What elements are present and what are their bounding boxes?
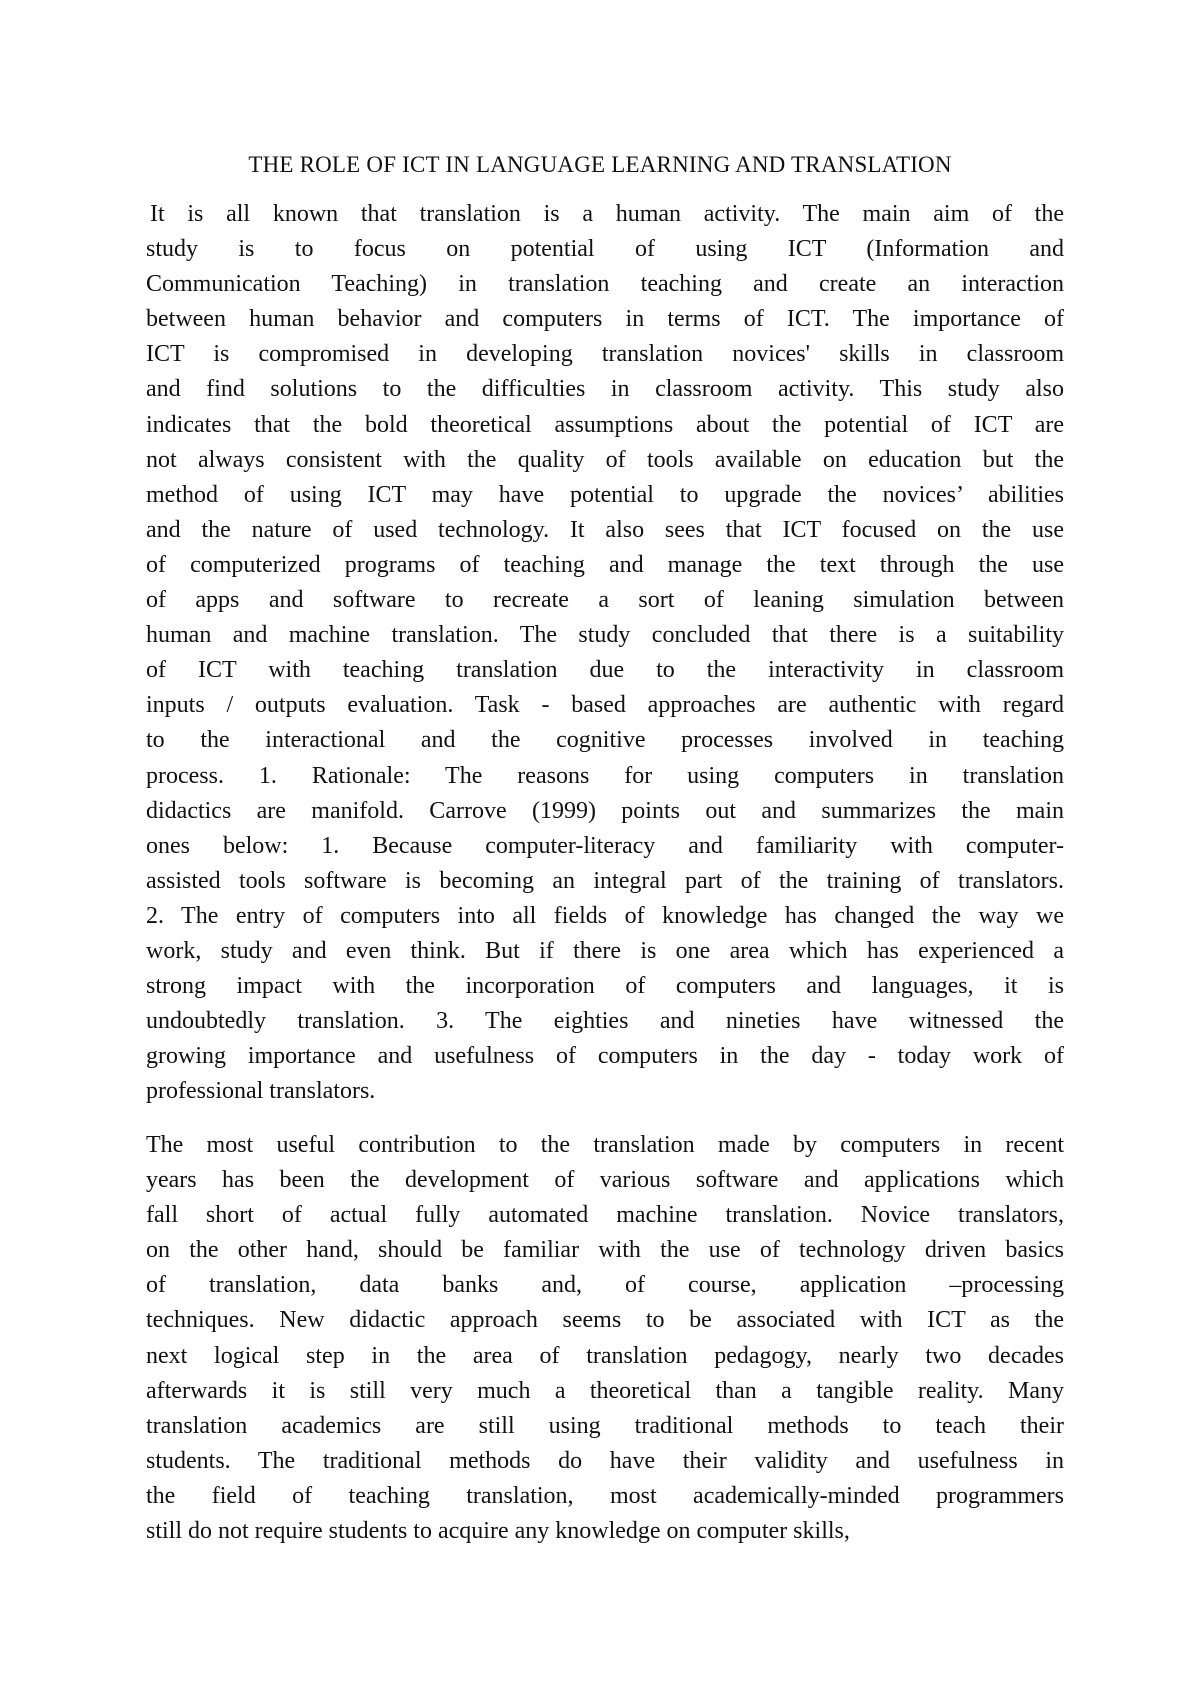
paragraph-2-line: The most useful contribution to the translation made by computers in recent — [146, 1132, 1064, 1158]
paragraph-1-line: professional translators. — [146, 1078, 376, 1105]
paragraph-1-line: to the interactional and the cognitive processes involved in teaching — [146, 727, 1064, 754]
paragraph-2-line: afterwards it is still very much a theoretical than a tangible reality. Many — [146, 1377, 1064, 1404]
paragraph-1-line: and find solutions to the difficulties in classroom activity. This study also — [146, 376, 1064, 403]
paragraph-1-line: 2. The entry of computers into all fields of knowledge has changed the way we — [146, 902, 1064, 929]
paragraph-1-line: ICT is compromised in developing translation novices' skills in classroom — [146, 341, 1064, 368]
paragraph-1-line: didactics are manifold. Carrove (1999) points out and summarizes the main — [146, 797, 1064, 824]
document-title: THE ROLE OF ICT IN LANGUAGE LEARNING AND TRANSLATION — [248, 152, 952, 177]
paragraph-1-line: process. 1. Rationale: The reasons for using computers in translation — [146, 762, 1064, 789]
paragraph-2-line: fall short of actual fully automated machine translation. Novice translators, — [146, 1202, 1064, 1229]
paragraph-1-line: of apps and software to recreate a sort of leaning simulation between — [146, 587, 1064, 614]
paragraph-2 — [146, 1128, 1064, 1549]
paragraph-1-line: human and machine translation. The study concluded that there is a suitability — [146, 622, 1064, 649]
paragraph-1-line: and the nature of used technology. It also sees that ICT focused on the use — [146, 516, 1064, 543]
paragraph-1-line: inputs / outputs evaluation. Task - based approaches are authentic with regard — [146, 692, 1064, 719]
paragraph-2-line: of translation, data banks and, of course, application –processing — [146, 1272, 1064, 1299]
paragraph-2-line: techniques. New didactic approach seems to be associated with ICT as the — [146, 1307, 1064, 1334]
paragraph-2-line: next logical step in the area of translation pedagogy, nearly two decades — [146, 1342, 1064, 1369]
paragraph-1-line: undoubtedly translation. 3. The eighties and nineties have witnessed the — [146, 1008, 1064, 1035]
paragraph-1-line: assisted tools software is becoming an integral part of the training of translators. — [146, 867, 1064, 894]
paragraph-1-line: work, study and even think. But if there is one area which has experienced a — [146, 937, 1064, 964]
paragraph-1-line: ones below: 1. Because computer-literacy and familiarity with computer- — [146, 832, 1064, 859]
paragraph-2-line: students. The traditional methods do have their validity and usefulness in — [146, 1447, 1064, 1474]
paragraph-1-line: not always consistent with the quality of tools available on education but the — [146, 446, 1064, 473]
paragraph-1-line: of ICT with teaching translation due to the interactivity in classroom — [146, 657, 1064, 684]
paragraph-1-line: of computerized programs of teaching and manage the text through the use — [146, 551, 1064, 578]
paragraph-1-line: between human behavior and computers in terms of ICT. The importance of — [146, 306, 1064, 333]
paragraph-2-line: years has been the development of various software and applications which — [146, 1167, 1064, 1194]
paragraph-2-line: translation academics are still using traditional methods to teach their — [146, 1412, 1064, 1439]
paragraph-1-line: indicates that the bold theoretical assumptions about the potential of ICT are — [146, 411, 1064, 438]
paragraph-1-line: strong impact with the incorporation of computers and languages, it is — [146, 973, 1064, 1000]
paragraph-1-line: method of using ICT may have potential to upgrade the novices’ abilities — [146, 481, 1064, 508]
paragraph-1-line: Communication Teaching) in translation teaching and create an interaction — [146, 271, 1064, 298]
paragraph-1-line: growing importance and usefulness of computers in the day - today work of — [146, 1043, 1064, 1070]
paragraph-1-line: It is all known that translation is a human activity. The main aim of the — [150, 201, 1064, 227]
paragraph-2-line: still do not require students to acquire any knowledge on computer skills, — [146, 1518, 850, 1545]
paragraph-1-line: study is to focus on potential of using ICT (Information and — [146, 236, 1064, 263]
paragraph-2-line: on the other hand, should be familiar with the use of technology driven basics — [146, 1237, 1064, 1264]
paragraph-1 — [146, 197, 1064, 1109]
paragraph-2-line: the field of teaching translation, most academically-minded programmers — [146, 1482, 1064, 1509]
